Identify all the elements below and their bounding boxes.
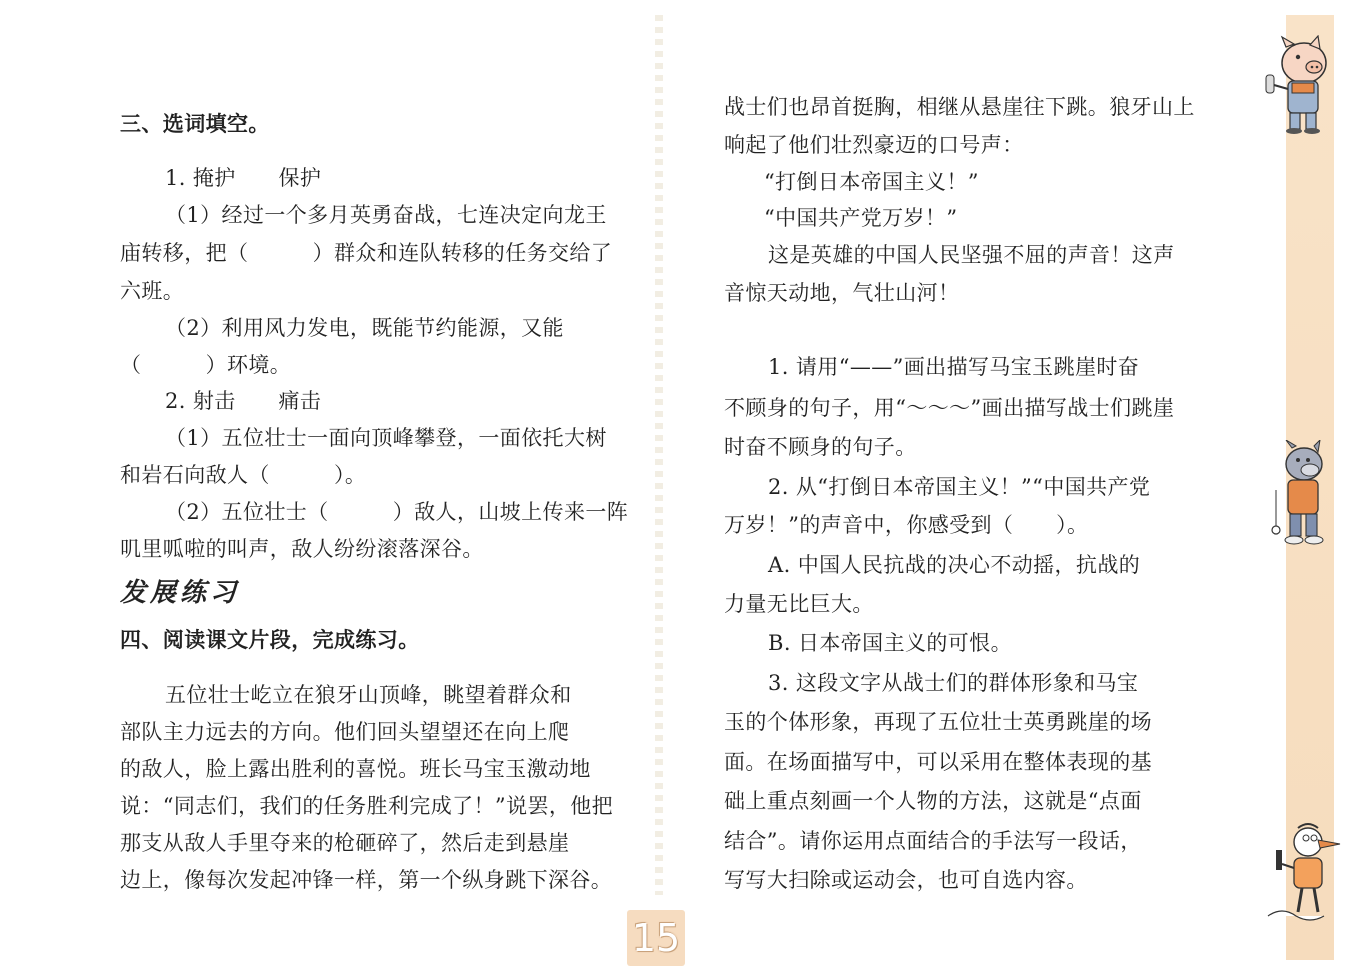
question-2-line: 万岁！”的声音中，你感受到（ ）。 xyxy=(724,513,1089,537)
question-3-line: 3. 这段文字从战士们的群体形象和马宝 xyxy=(768,671,1139,695)
question-1-line: 时奋不顾身的句子。 xyxy=(724,435,917,459)
g1-q2-line1: （2）利用风力发电，既能节约能源，又能 xyxy=(165,316,564,340)
g1-q1-line3: 六班。 xyxy=(120,279,185,303)
g2-q2-line2: 叽里呱啦的叫声，敌人纷纷滚落深谷。 xyxy=(120,537,484,561)
question-3-line: 结合”。请你运用点面结合的手法写一段话， xyxy=(724,829,1142,853)
g2-q2-line1: （2）五位壮士（ ）敌人，山坡上传来一阵 xyxy=(165,500,629,524)
passage-line: 那支从敌人手里夺来的枪砸碎了，然后走到悬崖 xyxy=(120,831,570,855)
section3-title: 三、选词填空。 xyxy=(120,112,270,136)
question-1-line: 不顾身的句子，用“～～～”画出描写战士们跳崖 xyxy=(724,396,1175,420)
section4-title: 四、阅读课文片段，完成练习。 xyxy=(120,628,420,652)
option-a-line: A. 中国人民抗战的决心不动摇，抗战的 xyxy=(768,553,1141,577)
passage-cont-line: 战士们也昂首挺胸，相继从悬崖往下跳。狼牙山上 xyxy=(724,95,1195,119)
g1-q1-line1: （1）经过一个多月英勇奋战，七连决定向龙王 xyxy=(165,203,607,227)
question-3-line: 玉的个体形象，再现了五位壮士英勇跳崖的场 xyxy=(724,710,1152,734)
goose-mascot-icon xyxy=(1262,820,1344,930)
question-3-line: 础上重点刻画一个人物的方法，这就是“点面 xyxy=(724,789,1142,813)
section-heading: 发展练习 xyxy=(120,578,241,608)
slogan-1: “打倒日本帝国主义！” xyxy=(764,170,979,194)
left-page xyxy=(0,0,660,977)
passage-line: 五位壮士屹立在狼牙山顶峰，眺望着群众和 xyxy=(165,683,572,707)
g1-q2-line2: （ ）环境。 xyxy=(120,353,292,377)
g2-q1-line1: （1）五位壮士一面向顶峰攀登，一面依托大树 xyxy=(165,426,607,450)
passage-line: 的敌人，脸上露出胜利的喜悦。班长马宝玉激动地 xyxy=(120,757,591,781)
pig-mascot-icon xyxy=(1252,35,1338,135)
passage-line: 边上，像每次发起冲锋一样，第一个纵身跳下深谷。 xyxy=(120,868,613,892)
right-page xyxy=(660,0,1350,977)
option-b: B. 日本帝国主义的可恨。 xyxy=(768,631,1012,655)
page-number: 15 xyxy=(627,910,685,966)
passage-cont-line: 音惊天动地，气壮山河！ xyxy=(724,281,960,305)
question-1-line: 1. 请用“——”画出描写马宝玉跳崖时奋 xyxy=(768,355,1140,379)
wolf-mascot-icon xyxy=(1262,440,1342,550)
passage-cont-line: 这是英雄的中国人民坚强不屈的声音！这声 xyxy=(768,243,1175,267)
question-2-line: 2. 从“打倒日本帝国主义！”“中国共产党 xyxy=(768,475,1151,499)
g2-q1-line2: 和岩石向敌人（ ）。 xyxy=(120,463,367,487)
word-group-2: 2. 射击 痛击 xyxy=(165,389,322,413)
passage-line: 说：“同志们，我们的任务胜利完成了！”说罢，他把 xyxy=(120,794,614,818)
word-group-1: 1. 掩护 保护 xyxy=(165,166,322,190)
passage-cont-line: 响起了他们壮烈豪迈的口号声： xyxy=(724,133,1024,157)
question-3-line: 面。在场面描写中，可以采用在整体表现的基 xyxy=(724,750,1152,774)
passage-line: 部队主力远去的方向。他们回头望望还在向上爬 xyxy=(120,720,570,744)
slogan-2: “中国共产党万岁！” xyxy=(764,206,958,230)
option-a-line: 力量无比巨大。 xyxy=(724,592,874,616)
g1-q1-line2: 庙转移，把（ ）群众和连队转移的任务交给了 xyxy=(120,241,613,265)
question-3-line: 写写大扫除或运动会，也可自选内容。 xyxy=(724,868,1088,892)
